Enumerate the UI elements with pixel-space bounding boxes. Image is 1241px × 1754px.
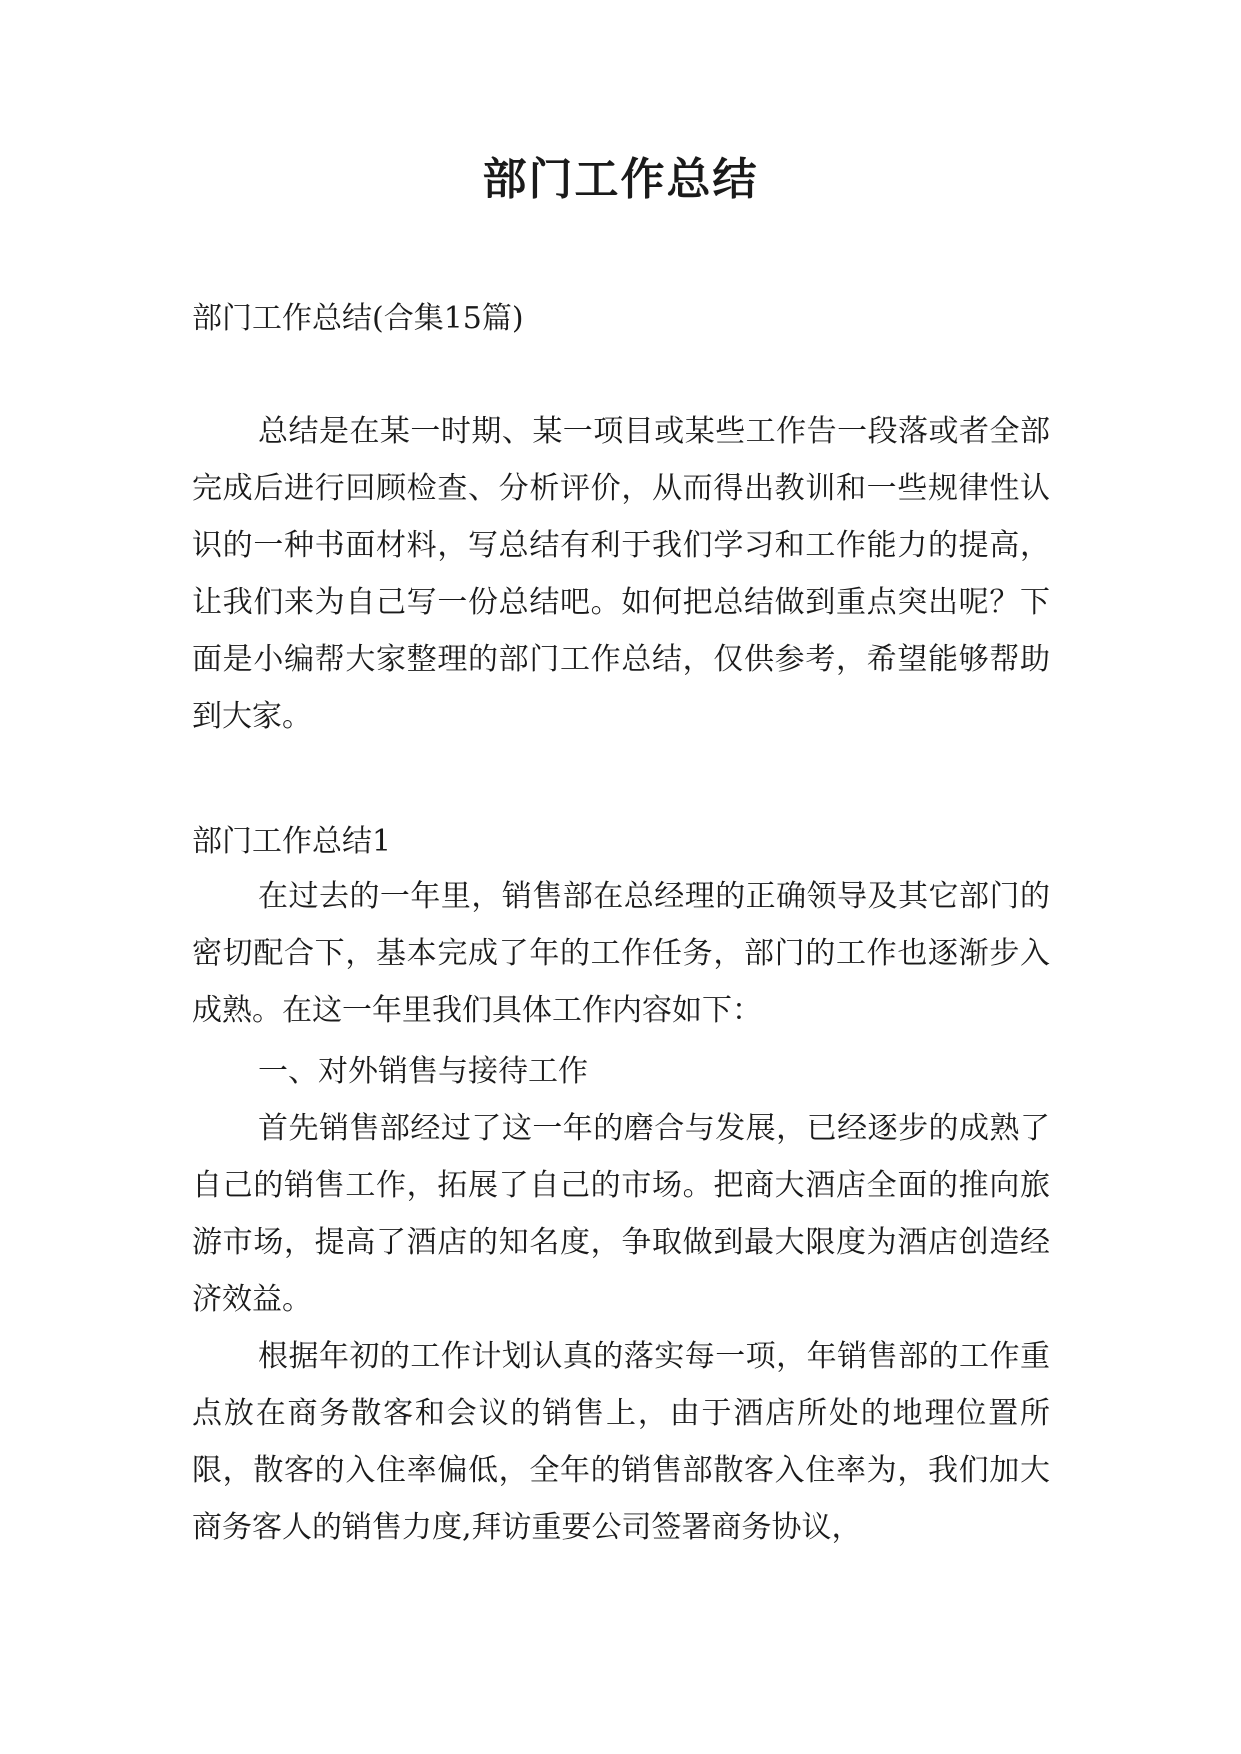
section-heading: 一、对外销售与接待工作 [258,1054,588,1089]
body-paragraph: 根据年初的工作计划认真的落实每一项，年销售部的工作重点放在商务散客和会议的销售上，由于酒店所处的地理位置所限，散客的入住率偏低，全年的销售部散客入住率为，我们加大商务客人的销售力度,拜访重要公司签署商务协议， [192,1339,1050,1545]
document-title: 部门工作总结 [482,154,759,205]
intro-paragraph: 总结是在某一时期、某一项目或某些工作告一段落或者全部完成后进行回顾检查、分析评价，从而得出教训和一些规律性认识的一种书面材料，写总结有利于我们学习和工作能力的提高，让我们来为自己写一份总结吧。如何把总结做到重点突出呢？下面是小编帮大家整理的部门工作总结，仅供参考，希望能够帮助到大家。 [192,414,1050,734]
body-paragraph: 首先销售部经过了这一年的磨合与发展，已经逐步的成熟了自己的销售工作，拓展了自己的市场。把商大酒店全面的推向旅游市场，提高了酒店的知名度，争取做到最大限度为酒店创造经济效益。 [192,1111,1050,1317]
section-title: 部门工作总结1 [192,824,392,859]
body-paragraph: 在过去的一年里，销售部在总经理的正确领导及其它部门的密切配合下，基本完成了年的工作任务，部门的工作也逐渐步入成熟。在这一年里我们具体工作内容如下： [192,879,1050,1028]
document-subtitle: 部门工作总结(合集15篇) [192,301,524,336]
